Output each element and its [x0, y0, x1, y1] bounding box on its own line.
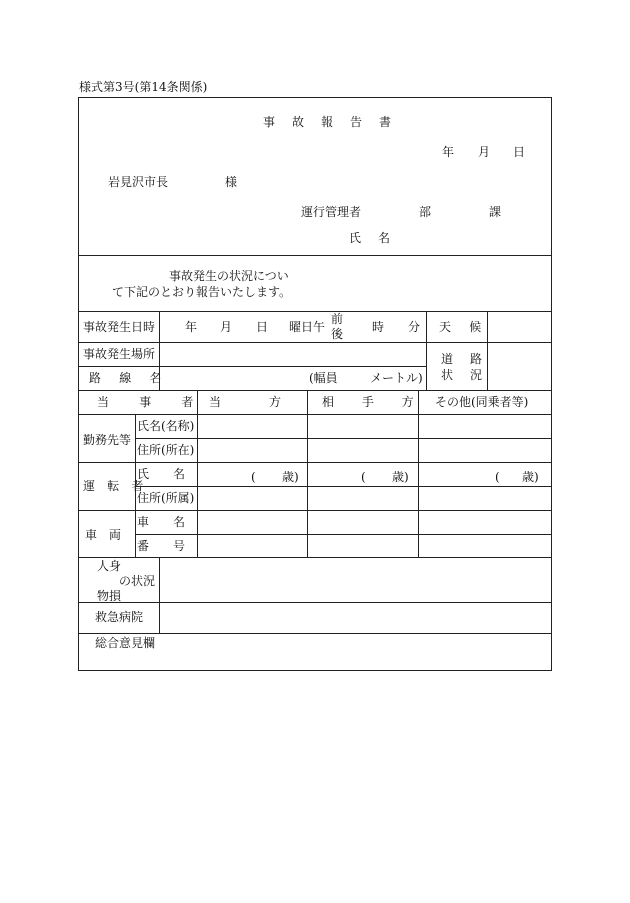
divider [79, 510, 551, 511]
workplace-label: 勤務先等 [83, 433, 132, 447]
self-age-close: 歳) [282, 470, 299, 484]
dt-ampm-top: 前 [331, 312, 344, 326]
others-age-close: 歳) [522, 470, 539, 484]
others-age-open: ( [495, 470, 500, 484]
divider [79, 414, 551, 415]
date-day-label: 日 [513, 145, 526, 159]
damage-line-3: 物損 [97, 589, 122, 603]
col-other: 相 手 方 [322, 395, 426, 409]
damage-line-1: 人身 [97, 559, 122, 573]
signer-name-label: 氏 名 [349, 231, 397, 245]
road-label-bottom: 状 況 [441, 368, 489, 382]
dt-hour-label: 時 [372, 320, 385, 334]
divider [307, 390, 308, 557]
divider [135, 414, 136, 557]
section-label: 課 [489, 205, 502, 219]
col-others: その他(同乗者等) [435, 395, 529, 409]
dt-am-label: 午 [313, 320, 326, 334]
address-affiliation-label: 住所(所属) [137, 491, 195, 505]
divider [487, 311, 488, 390]
datetime-label: 事故発生日時 [83, 320, 156, 334]
hospital-label: 救急病院 [95, 610, 144, 624]
dt-year-label: 年 [185, 320, 198, 334]
col-self: 当 方 [209, 395, 282, 409]
opinion-label: 総合意見欄 [95, 636, 156, 650]
operator-label: 運行管理者 [301, 205, 362, 219]
place-label: 事故発生場所 [83, 347, 156, 361]
vehicle-number-label: 番 号 [137, 539, 186, 553]
divider [197, 390, 198, 557]
divider [79, 462, 551, 463]
date-year-label: 年 [442, 145, 455, 159]
divider [426, 311, 427, 390]
divider [159, 342, 160, 390]
name-title-label: 氏名(名称) [137, 419, 195, 433]
divider [79, 390, 551, 391]
intro-line-2: て下記のとおり報告いたします。 [112, 285, 292, 299]
other-age-open: ( [361, 470, 366, 484]
dt-day-label: 日 [256, 320, 269, 334]
divider [79, 255, 551, 256]
date-month-label: 月 [478, 145, 491, 159]
divider [79, 602, 551, 603]
vehicle-label: 車 両 [85, 528, 122, 542]
col-party: 当 事 者 [97, 395, 207, 409]
divider [79, 557, 551, 558]
addressee: 岩見沢市長 [108, 175, 169, 189]
divider [79, 633, 551, 634]
route-label: 路 線 名 [89, 371, 169, 385]
vehicle-name-label: 車 名 [137, 515, 186, 529]
form-number: 様式第3号(第14条関係) [79, 80, 208, 94]
other-age-close: 歳) [392, 470, 409, 484]
dt-month-label: 月 [220, 320, 233, 334]
width-label: (幅員 [309, 371, 338, 385]
damage-line-2: の状況 [119, 574, 156, 588]
self-age-open: ( [251, 470, 256, 484]
form-title: 事 故 報 告 書 [263, 115, 398, 129]
intro-line-1: 事故発生の状況につい [169, 269, 289, 283]
divider [79, 342, 551, 343]
dt-weekday-label: 曜日 [289, 320, 314, 334]
dept-label: 部 [419, 205, 432, 219]
meter-label: メートル) [370, 371, 423, 385]
address-location-label: 住所(所在) [137, 443, 195, 457]
driver-label: 運 転 者 [83, 479, 148, 493]
divider [159, 311, 160, 342]
road-label-top: 道 路 [441, 352, 489, 366]
dt-ampm-bottom: 後 [331, 327, 344, 341]
divider [159, 557, 160, 633]
weather-label: 天 候 [439, 320, 489, 334]
divider [418, 390, 419, 557]
divider [79, 311, 551, 312]
honorific: 様 [225, 175, 238, 189]
dt-minute-label: 分 [408, 320, 421, 334]
accident-report-form [78, 97, 552, 671]
divider [79, 366, 426, 367]
driver-name-label: 氏 名 [137, 467, 186, 481]
